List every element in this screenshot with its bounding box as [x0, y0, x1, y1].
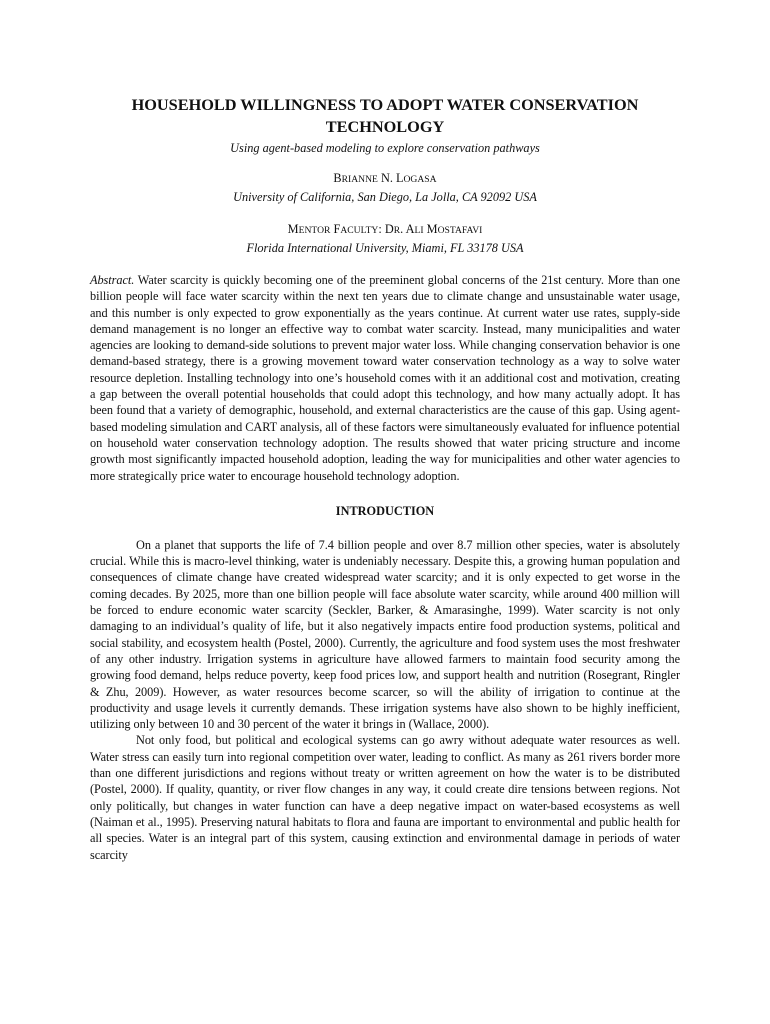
author-name: BRIANNE N. LOGASA — [333, 171, 437, 185]
introduction-paragraph-1: On a planet that supports the life of 7.4 billion people and over 8.7 million other species, water is absolutely crucial. While this is macro-level thinking, water is undeniably necessary. Despite this, a growing human population and consequences of climate change have created widespread water scarcity; and it is only expected to get worse in the coming decades. By 2025, more than one billion people will face absolute water scarcity, while around 400 million will be forced to endure economic water scarcity (Seckler, Barker, & Amarasinghe, 1999). Water scarcity is not only damaging to an individual’s quality of life, but it also negatively impacts entire food production systems, political and social stability, and ecosystem health (Postel, 2000). Currently, the agriculture and food system uses the most freshwater of any other industry. Irrigation systems in agriculture have allowed farmers to maintain food security among the growing food demand, helps reduce poverty, keep food prices low, and support health and nutrition (Rosegrant, Ringler & Zhu, 2009). However, as water resources become scarcer, so will the ability of irrigation to continue at the productivity and usage levels it currently demands. These irrigation systems have also shown to be highly inefficient, utilizing only between 10 and 30 percent of the water it brings in (Wallace, 2000). — [90, 537, 680, 732]
title-line-2: TECHNOLOGY — [325, 117, 445, 136]
introduction-heading: INTRODUCTION — [335, 503, 435, 518]
mentor-affiliation: Florida International University, Miami, FL 33178 USA — [246, 241, 524, 255]
introduction-paragraph-2: Not only food, but political and ecological systems can go awry without adequate water resources as well. Water stress can easily turn into regional competition over water, leading to conflict. As many as 261 rivers border more than one different jurisdictions and regions without treaty or written agreement on how the water is to be distributed (Postel, 2000). If quality, quantity, or river flow changes in any way, it could create dire tensions between regions. Not only politically, but changes in water function can have a deep negative impact on water-based ecosystems as well (Naiman et al., 1995). Preserving natural habitats to flora and fauna are important to environmental and public health for all species. Water is an integral part of this system, causing extinction and environmental damage in periods of water scarcity — [90, 733, 680, 862]
abstract-label: Abstract. — [90, 273, 135, 287]
author-affiliation: University of California, San Diego, La Jolla, CA 92092 USA — [233, 190, 537, 204]
abstract — [90, 272, 680, 484]
paper-title — [90, 94, 680, 138]
paper-page — [90, 94, 680, 863]
mentor-faculty: MENTOR FACULTY: DR. ALI MOSTAFAVI — [287, 222, 483, 236]
paper-subtitle: Using agent-based modeling to explore conservation pathways — [230, 141, 540, 155]
abstract-text: Water scarcity is quickly becoming one of the preeminent global concerns of the 21st century. More than one billion people will face water scarcity within the next ten years due to climate change and unsustainable water usage, and this number is only expected to grow exponentially as the years continue. At current water use rates, supply-side demand management is no longer an effective way to combat water scarcity. Instead, many municipalities and water agencies are looking to demand-side solutions to prevent major water loss. While changing conservation behavior is one demand-based strategy, there is a growing movement toward water conservation technology as a way to solve water resource depletion. Installing technology into one’s household comes with it an additional cost and motivation, creating a gap between the overall potential households that could adopt this technology, and how many actually adopt. It has been found that a variety of demographic, household, and external characteristics are the cause of this gap. Using agent-based modeling simulation and CART analysis, all of these factors were simultaneously evaluated for influence potential on household water conservation technology adoption. The results showed that water pricing structure and income growth most significantly impacted household adoption, leading the way for municipalities and other water agencies to more strategically price water to encourage household technology adoption. — [90, 273, 680, 483]
title-line-1: HOUSEHOLD WILLINGNESS TO ADOPT WATER CONSERVATION — [131, 95, 639, 114]
